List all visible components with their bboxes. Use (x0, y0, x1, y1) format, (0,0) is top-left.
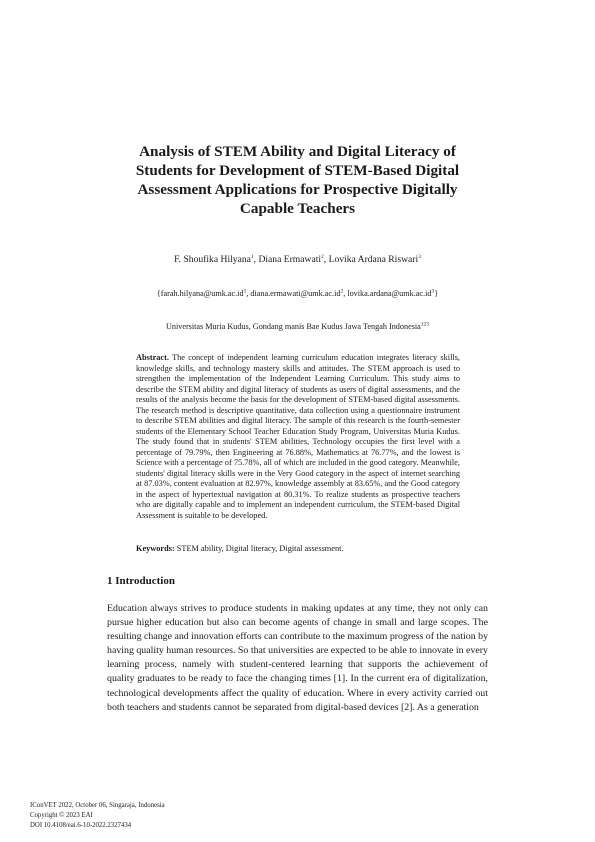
abstract-label: Abstract. (136, 353, 169, 362)
author-name: F. Shoufika Hilyana (174, 254, 251, 265)
author-marker: 2 (321, 253, 324, 260)
email-brace: } (434, 289, 439, 298)
email-link[interactable]: farah.hilyana@umk.ac.id (160, 289, 244, 298)
email-list: {$farah.hilyana@umk.ac.id^1$, $diana.ermawati@umk.ac.id^2$, $lovika.ardana@umk.ac.id^3$} (156, 288, 439, 298)
footer-copyright: Copyright © 2023 EAI (30, 811, 93, 819)
footer (30, 801, 165, 830)
title-line: Students for Development of STEM-Based Digital (135, 162, 460, 179)
title-line: Analysis of STEM Ability and Digital Literacy of (139, 143, 456, 160)
abstract-text: The concept of independent learning curriculum education integrates literacy skills, knowledge skills, and technology mastery skills and attitudes. The STEM approach is used to strengthen the implementation of the Independent Learning Curriculum. This study aims to describe the STEM ability and digital literacy of students as users of digital assessments, and the results of the analysis become the basis for the development of STEM-based digital assessments. The research method is descriptive quantitative, data collection using a questionnaire instrument to describe STEM abilities and digital literacy. The sample of this research is the fourth-semester students of the Elementary School Teacher Education Study Program, Universitas Muria Kudus. The study found that in students' STEM abilities, Technology occupies the first level with a percentage of 79.79%, then Engineering at 76.88%, Mathematics at 76.77%, and the lowest is Science with a percentage of 75.78%, all of which are included in the good category. Meanwhile, students' digital literacy skills were in the Very Good category in the aspect of internet searching at 87.03%, content evaluation at 82.97%, knowledge assembly at 83.65%, and the Good category in the aspect of hypertextual navigation at 80.31%. To realize students as prospective teachers who are digitally capable and to implement an independent curriculum, the STEM-based Digital Assessment is suitable to be developed. (136, 353, 460, 520)
affiliation-text: Universitas Muria Kudus, Gondang manis Bae Kudus Jawa Tengah Indonesia (165, 322, 421, 331)
keywords (136, 544, 460, 555)
email-marker: 1 (243, 288, 247, 295)
footer-conference: IConVET 2022, October 06, Singaraja, Indonesia (30, 802, 165, 809)
author-name: Diana Ermawati (258, 254, 322, 265)
paper-title (100, 142, 495, 218)
keywords-text: STEM ability, Digital literacy, Digital assessment. (176, 544, 344, 553)
footer-doi: DOI 10.4108/eai.6-10-2022.2327434 (30, 821, 132, 829)
affiliation-marker: 123 (420, 321, 430, 328)
email-link[interactable]: lovika.ardana@umk.ac.id (347, 289, 432, 298)
email-marker: 3 (431, 288, 435, 295)
email-link[interactable]: diana.ermawati@umk.ac.id (250, 289, 341, 298)
abstract (136, 353, 460, 521)
author-marker: 3 (418, 253, 421, 260)
email-marker: 2 (340, 288, 344, 295)
affiliation (60, 321, 535, 332)
section-heading: 1 Introduction (107, 575, 175, 587)
author-name: Lovika Ardana Riswari (328, 254, 419, 265)
keywords-label: Keywords: (136, 544, 175, 553)
section-body: Education always strives to produce students in making updates at any time, they not only can pursue higher education but also can become agents of change in small and large scopes. The resulting change and innovation efforts can contribute to the maximum progress of the nation by having quality human resources. So that universities are expected to be able to innovate in every learning process, namely with student-centered learning that supports the achievement of quality graduates to be ready to face the changing times [1]. In the current era of digitalization, technological developments affect the quality of education. Where in every activity carried out both teachers and students cannot be separated from digital-based devices [2]. As a generation (107, 603, 489, 713)
title-line: Assessment Applications for Prospective Digitally (137, 181, 458, 198)
author-marker: 1 (250, 253, 254, 260)
author-list: F. Shoufika Hilyana$^1$, Diana Ermawati$^2$, Lovika Ardana Riswari$^3$ (174, 253, 421, 265)
title-line: Capable Teachers (239, 200, 356, 217)
email-brace: { (156, 289, 161, 298)
